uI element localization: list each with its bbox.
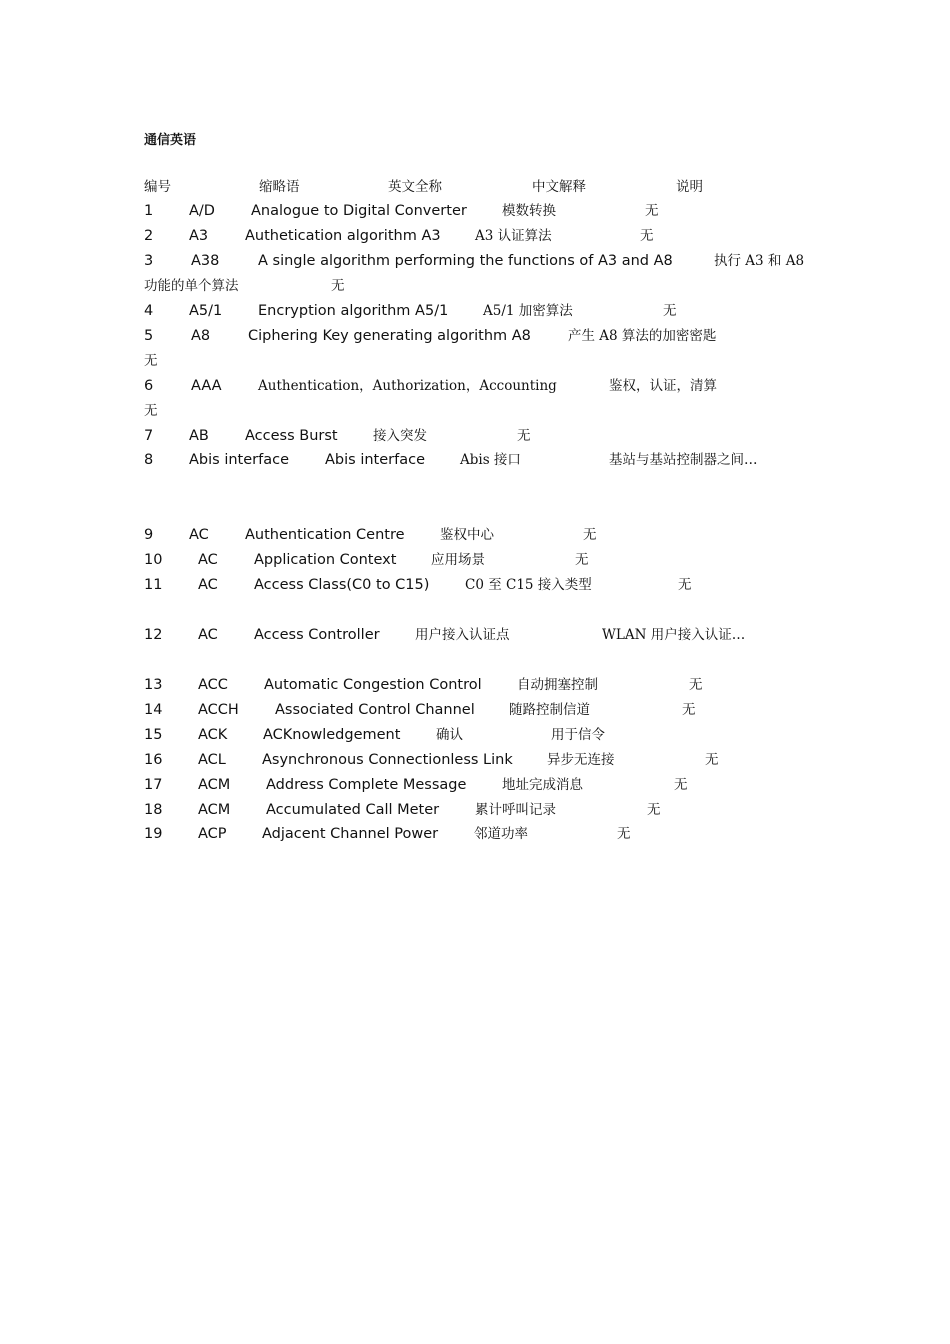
table-cell: 19 <box>144 826 163 842</box>
table-cell: A8 <box>191 328 211 344</box>
table-cell: 异步无连接 <box>547 752 615 768</box>
table-cell: A3 认证算法 <box>475 228 552 244</box>
table-cell: 无 <box>517 428 531 444</box>
table-cell: AAA <box>191 378 222 394</box>
table-cell: A single algorithm performing the functions of A3 and A8 <box>258 253 673 269</box>
table-cell: 7 <box>144 428 154 444</box>
table-cell: 鉴权中心 <box>440 527 494 543</box>
table-cell: 6 <box>144 378 154 394</box>
table-cell: Application Context <box>254 552 397 568</box>
table-cell: 用于信令 <box>551 727 605 743</box>
table-cell: 4 <box>144 303 154 319</box>
table-cell: 无 <box>682 702 696 718</box>
table-cell: Authetication algorithm A3 <box>245 228 441 244</box>
table-cell: 累计呼叫记录 <box>475 802 556 818</box>
table-cell: A5/1 <box>189 303 223 319</box>
table-cell: Authentication，Authorization，Accounting <box>258 378 557 394</box>
table-cell: 邻道功率 <box>474 826 528 842</box>
table-cell: Associated Control Channel <box>275 702 475 718</box>
table-cell: 3 <box>144 253 154 269</box>
table-cell: Ciphering Key generating algorithm A8 <box>248 328 531 344</box>
table-cell: 18 <box>144 802 163 818</box>
table-cell: 随路控制信道 <box>509 702 590 718</box>
table-cell: AC <box>189 527 209 543</box>
table-cell: C0 至 C15 接入类型 <box>465 577 592 593</box>
table-cell: Authentication Centre <box>245 527 405 543</box>
table-cell: 无 <box>575 552 589 568</box>
table-cell: 10 <box>144 552 163 568</box>
table-cell: ACK <box>198 727 228 743</box>
table-cell: A3 <box>189 228 209 244</box>
table-cell: ACKnowledgement <box>263 727 401 743</box>
table-cell: Abis interface <box>189 452 289 468</box>
table-cell: Accumulated Call Meter <box>266 802 440 818</box>
table-cell: Address Complete Message <box>266 777 467 793</box>
table-cell: AC <box>198 627 218 643</box>
table-cell: 2 <box>144 228 154 244</box>
table-cell: Adjacent Channel Power <box>262 826 439 842</box>
table-cell: Abis 接口 <box>460 452 521 468</box>
table-cell: 基站与基站控制器之间… <box>609 452 758 468</box>
table-cell: ACCH <box>198 702 239 718</box>
table-cell: Encryption algorithm A5/1 <box>258 303 449 319</box>
table-cell: 无 <box>617 826 631 842</box>
table-cell: 英文全称 <box>388 179 442 195</box>
table-cell: Access Controller <box>254 627 380 643</box>
table-cell: 无 <box>674 777 688 793</box>
table-cell: 无 <box>331 278 345 294</box>
table-cell: 功能的单个算法 <box>144 278 239 294</box>
table-cell: WLAN 用户接入认证… <box>602 627 746 643</box>
table-cell: 应用场景 <box>431 552 485 568</box>
table-cell: 无 <box>678 577 692 593</box>
table-cell: AC <box>198 577 218 593</box>
table-cell: 无 <box>645 203 659 219</box>
table-cell: 无 <box>144 403 158 419</box>
table-cell: 16 <box>144 752 163 768</box>
table-cell: Asynchronous Connectionless Link <box>262 752 513 768</box>
table-cell: 中文解释 <box>532 179 586 195</box>
table-cell: Access Class(C0 to C15) <box>254 577 430 593</box>
table-cell: 确认 <box>436 727 463 743</box>
table-cell: ACP <box>198 826 227 842</box>
table-cell: 无 <box>144 353 158 369</box>
table-cell: Analogue to Digital Converter <box>251 203 467 219</box>
table-cell: Access Burst <box>245 428 338 444</box>
table-cell: 地址完成消息 <box>502 777 583 793</box>
table-cell: A5/1 加密算法 <box>483 303 573 319</box>
table-cell: ACM <box>198 777 231 793</box>
table-cell: 无 <box>663 303 677 319</box>
table-cell: ACC <box>198 677 228 693</box>
table-cell: ACL <box>198 752 226 768</box>
table-cell: Automatic Congestion Control <box>264 677 482 693</box>
table-cell: A38 <box>191 253 220 269</box>
table-cell: 11 <box>144 577 163 593</box>
table-cell: 鉴权，认证，清算 <box>609 378 717 394</box>
table-cell: ACM <box>198 802 231 818</box>
table-cell: 13 <box>144 677 163 693</box>
table-cell: 无 <box>647 802 661 818</box>
table-cell: A/D <box>189 203 215 219</box>
table-cell: 产生 A8 算法的加密密匙 <box>568 328 717 344</box>
table-cell: 无 <box>640 228 654 244</box>
table-cell: 17 <box>144 777 163 793</box>
table-cell: 编号 <box>144 179 171 195</box>
table-cell: 1 <box>144 203 154 219</box>
table-cell: 用户接入认证点 <box>415 627 510 643</box>
table-cell: 8 <box>144 452 154 468</box>
table-cell: Abis interface <box>325 452 425 468</box>
table-cell: 无 <box>689 677 703 693</box>
table-cell: AC <box>198 552 218 568</box>
table-cell: 15 <box>144 727 163 743</box>
table-cell: 自动拥塞控制 <box>517 677 598 693</box>
table-cell: 缩略语 <box>259 179 300 195</box>
table-cell: 模数转换 <box>502 203 556 219</box>
table-cell: AB <box>189 428 209 444</box>
table-cell: 无 <box>583 527 597 543</box>
table-cell: 12 <box>144 627 163 643</box>
table-cell: 9 <box>144 527 154 543</box>
table-cell: 14 <box>144 702 163 718</box>
table-cell: 无 <box>705 752 719 768</box>
table-cell: 执行 A3 和 A8 <box>714 253 805 269</box>
document-title: 通信英语 <box>144 133 197 148</box>
table-cell: 接入突发 <box>373 428 427 444</box>
table-cell: 说明 <box>676 179 703 195</box>
table-cell: 5 <box>144 328 154 344</box>
